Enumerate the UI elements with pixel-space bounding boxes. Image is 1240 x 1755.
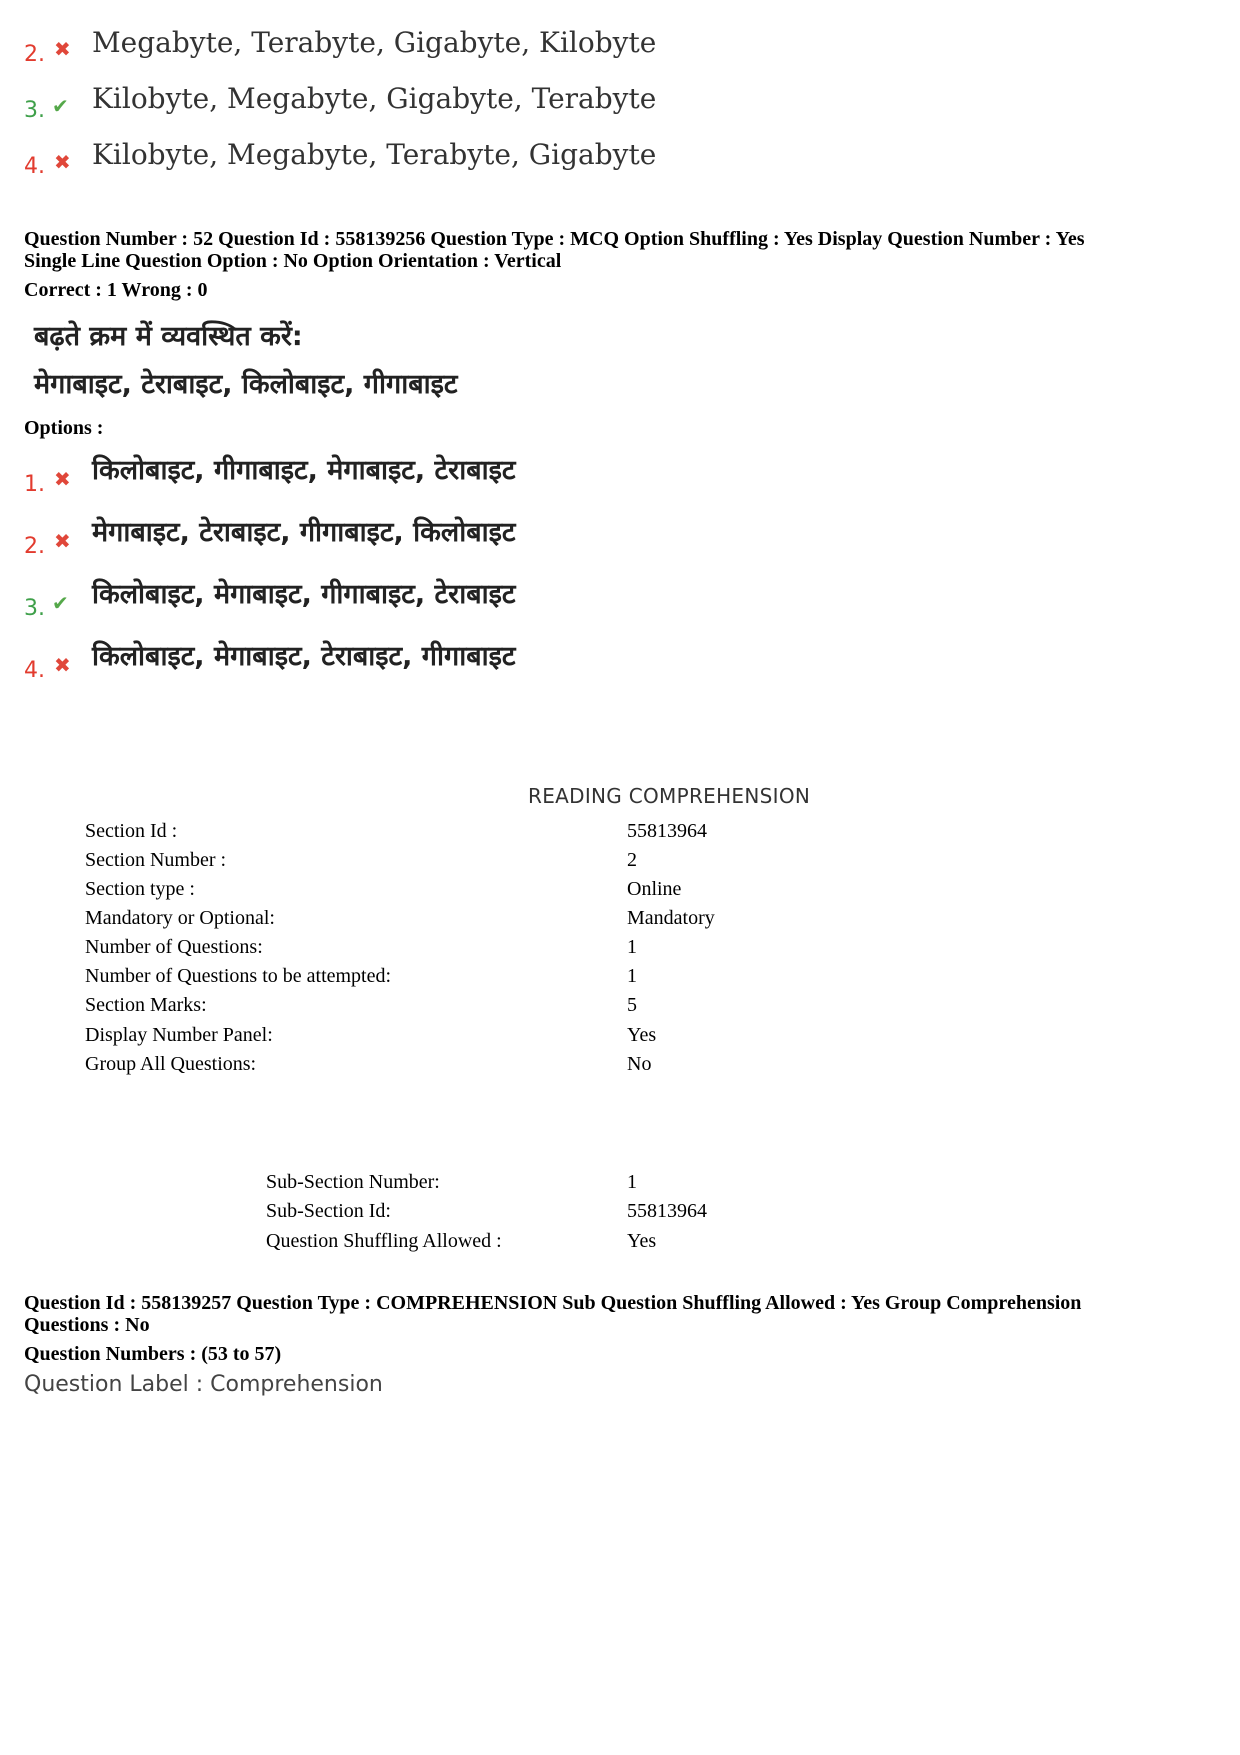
section-label: Section Id : <box>85 820 178 842</box>
option-number: 1. <box>24 472 45 497</box>
section-value: No <box>627 1053 652 1075</box>
section-value: Mandatory <box>627 907 715 929</box>
section-label: Mandatory or Optional: <box>85 907 275 929</box>
option-number: 3. <box>24 98 45 123</box>
check-icon: ✔ <box>52 94 69 118</box>
option-text: किलोबाइट, मेगाबाइट, गीगाबाइट, टेराबाइट <box>92 579 516 610</box>
question-text-line-1: बढ़ते क्रम में व्यवस्थित करें: <box>34 321 303 352</box>
subsection-value: 1 <box>627 1171 637 1193</box>
section-title: READING COMPREHENSION <box>528 784 811 808</box>
cross-icon: ✖ <box>54 529 71 553</box>
option-text: Kilobyte, Megabyte, Terabyte, Gigabyte <box>92 138 657 171</box>
section-value: Online <box>627 878 682 900</box>
section-value: 55813964 <box>627 820 707 842</box>
section-value: 5 <box>627 994 637 1016</box>
option-text: मेगाबाइट, टेराबाइट, गीगाबाइट, किलोबाइट <box>92 517 516 548</box>
cross-icon: ✖ <box>54 653 71 677</box>
option-text: किलोबाइट, गीगाबाइट, मेगाबाइट, टेराबाइट <box>92 455 516 486</box>
option-text: Megabyte, Terabyte, Gigabyte, Kilobyte <box>92 26 657 59</box>
comprehension-meta-line-1: Question Id : 558139257 Question Type : COMPREHENSION Sub Question Shuffling Allowed : Yes Group Comprehension <box>24 1292 1082 1314</box>
section-value: 1 <box>627 936 637 958</box>
section-label: Section type : <box>85 878 195 900</box>
subsection-label: Sub-Section Number: <box>266 1171 440 1193</box>
option-number: 2. <box>24 42 45 67</box>
question-label: Question Label : Comprehension <box>24 1372 383 1397</box>
comprehension-meta-line-2: Questions : No <box>24 1314 150 1336</box>
question-marks: Correct : 1 Wrong : 0 <box>24 279 208 301</box>
section-label: Section Marks: <box>85 994 207 1016</box>
section-label: Display Number Panel: <box>85 1024 273 1046</box>
section-label: Number of Questions: <box>85 936 263 958</box>
subsection-value: Yes <box>627 1230 657 1252</box>
option-number: 3. <box>24 596 45 621</box>
option-number: 2. <box>24 534 45 559</box>
question-meta-line-2: Single Line Question Option : No Option Orientation : Vertical <box>24 250 562 272</box>
question-text-line-2: मेगाबाइट, टेराबाइट, किलोबाइट, गीगाबाइट <box>34 369 458 400</box>
cross-icon: ✖ <box>54 37 71 61</box>
option-number: 4. <box>24 658 45 683</box>
section-value: 2 <box>627 849 637 871</box>
question-meta-line-1: Question Number : 52 Question Id : 558139256 Question Type : MCQ Option Shuffling : Yes Display Question Number : Yes <box>24 228 1085 250</box>
subsection-value: 55813964 <box>627 1200 707 1222</box>
section-label: Number of Questions to be attempted: <box>85 965 392 987</box>
section-value: 1 <box>627 965 637 987</box>
subsection-label: Question Shuffling Allowed : <box>266 1230 502 1252</box>
section-value: Yes <box>627 1024 657 1046</box>
cross-icon: ✖ <box>54 467 71 491</box>
check-icon: ✔ <box>52 591 69 615</box>
option-text: Kilobyte, Megabyte, Gigabyte, Terabyte <box>92 82 657 115</box>
option-text: किलोबाइट, मेगाबाइट, टेराबाइट, गीगाबाइट <box>92 641 516 672</box>
section-label: Section Number : <box>85 849 227 871</box>
cross-icon: ✖ <box>54 150 71 174</box>
options-label: Options : <box>24 417 104 439</box>
option-number: 4. <box>24 154 45 179</box>
section-label: Group All Questions: <box>85 1053 257 1075</box>
subsection-label: Sub-Section Id: <box>266 1200 391 1222</box>
question-numbers: Question Numbers : (53 to 57) <box>24 1343 282 1365</box>
